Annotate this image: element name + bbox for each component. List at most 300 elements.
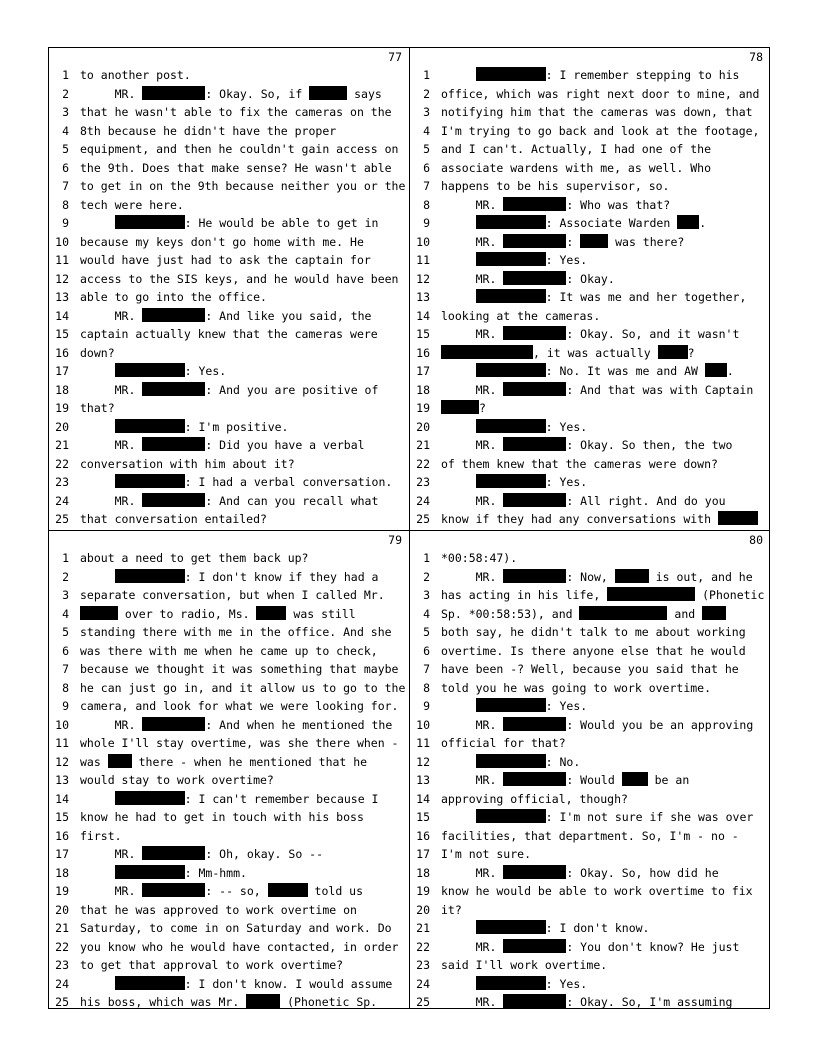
line-number: 14 [55,308,69,323]
line-number: 2 [423,86,430,101]
redaction-block [615,569,649,583]
transcript-line [49,344,410,363]
line-number: 20 [416,902,430,917]
transcript-line [410,790,771,809]
line-text: that he was approved to work overtime on [80,902,357,917]
line-number: 24 [55,493,69,508]
line-number: 18 [416,382,430,397]
line-text: : No. [441,753,580,772]
line-number: 13 [55,290,69,304]
line-number: 23 [416,958,430,972]
line-text: MR. : Okay. So, if says [80,86,382,101]
redaction-block [503,271,566,285]
transcript-line [49,605,410,624]
transcript-line [49,214,410,233]
line-number: 1 [423,68,430,82]
line-number: 18 [55,865,69,880]
line-number: 2 [62,569,69,584]
redaction-block [142,883,205,897]
line-number: 3 [62,588,69,602]
redaction-block [115,419,185,433]
line-number: 25 [416,512,430,526]
line-number: 22 [416,939,430,954]
transcript-line [49,196,410,215]
line-number: 6 [62,643,69,658]
line-number: 6 [423,643,430,658]
line-number: 19 [55,401,69,415]
line-text: has acting in his life, (Phonetic [441,588,765,602]
line-number: 21 [416,438,430,452]
line-number: 8 [62,197,69,212]
redaction-block [441,345,533,359]
transcript-line [49,85,410,104]
line-number: 19 [416,884,430,898]
line-text: know he had to get in touch with his boss [80,810,364,824]
line-text: : I don't know if they had a [80,568,379,587]
redaction-block [115,215,185,229]
line-text: MR. : You don't know? He just [441,939,740,954]
transcript-line [410,845,771,864]
transcript-line [49,177,410,196]
transcript-line [49,307,410,326]
line-text: that conversation entailed? [80,512,267,526]
line-text: his boss, which was Mr. (Phonetic Sp. [80,995,378,1009]
line-number: 2 [62,86,69,101]
line-text: MR. : Oh, okay. So -- [80,847,324,861]
line-number: 16 [55,828,69,843]
line-text: facilities, that department. So, I'm - no - [441,828,739,843]
line-number: 3 [62,105,69,119]
redaction-block [142,382,205,396]
line-number: 11 [416,736,430,750]
line-text: associate wardens with me, as well. Who [441,160,712,175]
transcript-page-79 [49,531,410,1012]
line-number: 23 [55,475,69,489]
redaction-block [142,308,205,322]
line-number: 7 [423,179,430,193]
line-text: MR. : And when he mentioned the [80,717,393,732]
line-text: : I'm not sure if she was over [441,808,753,827]
line-text: MR. : Who was that? [441,197,671,212]
line-text: 8th because he didn't have the proper [80,123,337,138]
line-text: : It was me and her together, [441,288,746,307]
line-text: MR. : Now, is out, and he [441,569,753,584]
transcript-line [49,586,410,605]
transcript-line [410,679,771,698]
line-text: MR. : All right. And do you [441,493,726,508]
line-text: happens to be his supervisor, so. [441,179,670,193]
transcript-line [410,270,771,289]
line-text: office, which was right next door to mine, and [441,86,760,101]
line-number: 17 [55,847,69,861]
line-number: 5 [423,142,430,156]
redaction-block [476,698,546,712]
line-number: 4 [423,606,430,621]
transcript-line [49,233,410,252]
line-number: 12 [55,271,69,286]
transcript-line [410,288,771,307]
transcript-line [49,325,410,344]
line-text: that he wasn't able to fix the cameras on the [80,105,392,119]
transcript-line [410,473,771,492]
line-text: approving official, though? [441,791,628,806]
transcript-line [49,642,410,661]
transcript-line [410,605,771,624]
line-text: to get that approval to work overtime? [80,958,344,972]
redaction-block [503,994,566,1008]
line-number: 9 [423,216,430,230]
page-number: 78 [749,50,763,64]
transcript-sheet [48,47,770,1009]
redaction-block [503,939,566,953]
line-number: 23 [55,958,69,972]
transcript-line [49,956,410,975]
line-number: 5 [423,625,430,639]
transcript-line [49,938,410,957]
line-text: conversation with him about it? [80,456,295,471]
redaction-block [108,754,132,768]
redaction-block [476,754,546,768]
transcript-line [410,436,771,455]
transcript-line [49,418,410,437]
transcript-line [410,993,771,1012]
line-number: 7 [62,179,69,193]
line-text: MR. : -- so, told us [80,884,364,898]
transcript-line [49,679,410,698]
transcript-line [410,827,771,846]
line-number: 22 [416,456,430,471]
line-number: 14 [416,308,430,323]
transcript-line [49,660,410,679]
line-text: MR. : Would be an [441,773,690,787]
redaction-block [441,400,479,414]
transcript-line [410,159,771,178]
line-number: 22 [55,939,69,954]
line-text: MR. : Okay. So, and it wasn't [441,327,740,341]
redaction-block [476,474,546,488]
line-text: because we thought it was something that maybe [80,662,399,676]
line-number: 7 [423,662,430,676]
redaction-block [503,326,566,340]
transcript-line [410,103,771,122]
line-number: 21 [416,921,430,935]
line-number: 1 [423,551,430,565]
line-number: 6 [423,160,430,175]
line-number: 19 [416,401,430,415]
redaction-block [476,215,546,229]
transcript-line [410,214,771,233]
redaction-block [503,234,566,248]
line-number: 9 [423,699,430,713]
line-number: 24 [416,976,430,991]
line-number: 12 [55,754,69,769]
line-text: would have just had to ask the captain for [80,253,371,267]
line-text: equipment, and then he couldn't gain access on [80,142,399,156]
transcript-line [49,808,410,827]
line-number: 8 [62,680,69,695]
page-number: 80 [749,533,763,547]
transcript-line [49,362,410,381]
line-number: 21 [55,438,69,452]
redaction-block [115,363,185,377]
page-number: 77 [388,50,402,64]
redaction-block [115,976,185,990]
redaction-block [476,252,546,266]
line-number: 23 [416,475,430,489]
redaction-block [256,606,286,620]
transcript-line [49,159,410,178]
line-number: 12 [416,754,430,769]
redaction-block [503,717,566,731]
line-text: would stay to work overtime? [80,773,274,787]
line-text: : Yes. [441,697,587,716]
page-lines [410,66,771,529]
line-text: tech were here. [80,197,184,212]
transcript-line [49,381,410,400]
transcript-line [49,845,410,864]
transcript-line [410,623,771,642]
transcript-line [49,103,410,122]
transcript-line [49,510,410,529]
line-text: *00:58:47). [441,551,518,565]
line-number: 10 [55,717,69,732]
line-number: 25 [55,512,69,526]
line-text: both say, he didn't talk to me about working [441,625,746,639]
transcript-line [410,901,771,920]
transcript-line [410,660,771,679]
line-number: 16 [416,345,430,360]
line-text: said I'll work overtime. [441,958,608,972]
line-text: the 9th. Does that make sense? He wasn't able [80,160,392,175]
redaction-block [503,569,566,583]
transcript-line [410,549,771,568]
transcript-line [410,492,771,511]
line-text: MR. : Okay. [441,271,615,286]
line-text: : I can't remember because I [80,790,379,809]
line-number: 18 [55,382,69,397]
line-text: access to the SIS keys, and he would have been [80,271,399,286]
line-text: it? [441,902,462,917]
transcript-line [49,790,410,809]
redaction-block [142,493,205,507]
transcript-line [410,362,771,381]
line-text: MR. : Okay. So, how did he [441,865,719,880]
line-text: : I don't know. [441,919,649,938]
line-number: 22 [55,456,69,471]
line-text: MR. : Okay. So then, the two [441,438,733,452]
line-number: 17 [55,364,69,378]
line-text: first. [80,828,122,843]
line-number: 3 [423,105,430,119]
line-number: 15 [55,810,69,824]
line-number: 10 [416,717,430,732]
line-text: because my keys don't go home with me. He [80,234,364,249]
redaction-block [268,883,308,897]
transcript-line [410,864,771,883]
line-text: : Yes. [441,975,587,994]
transcript-line [49,753,410,772]
line-number: 1 [62,551,69,565]
redaction-block [503,382,566,396]
transcript-line [410,882,771,901]
line-text: overtime. Is there anyone else that he would [441,643,746,658]
redaction-block [476,363,546,377]
redaction-block [580,234,608,248]
line-text: that? [80,401,115,415]
transcript-line [410,586,771,605]
transcript-page-80 [410,531,771,1012]
line-text: notifying him that the cameras was down, that [441,105,753,119]
line-text: : Associate Warden . [441,214,706,233]
line-text: standing there with me in the office. And she [80,625,392,639]
line-number: 13 [416,773,430,787]
transcript-line [49,771,410,790]
line-number: 13 [416,290,430,304]
redaction-block [142,86,205,100]
line-text: MR. : Okay. So, I'm assuming [441,995,733,1009]
transcript-line [410,66,771,85]
line-number: 25 [416,995,430,1009]
transcript-line [49,492,410,511]
redaction-block [718,511,758,525]
page-number: 79 [388,533,402,547]
redaction-block [115,865,185,879]
line-number: 20 [55,902,69,917]
line-number: 17 [416,847,430,861]
line-number: 16 [416,828,430,843]
page-lines [49,66,410,529]
redaction-block [677,215,699,229]
line-number: 4 [62,123,69,138]
line-text: know if they had any conversations with [441,510,758,529]
line-number: 18 [416,865,430,880]
line-text: , it was actually ? [441,344,695,363]
redaction-block [476,67,546,81]
line-number: 7 [62,662,69,676]
line-number: 4 [62,606,69,621]
line-text: : Yes. [441,251,587,270]
line-text: able to go into the office. [80,290,267,304]
transcript-line [410,196,771,215]
transcript-line [49,827,410,846]
transcript-line [49,399,410,418]
transcript-line [410,642,771,661]
line-text: : Yes. [441,418,587,437]
transcript-line [49,455,410,474]
transcript-line [410,325,771,344]
line-number: 17 [416,364,430,378]
line-text: camera, and look for what we were looking for. [80,699,399,713]
line-text: he can just go in, and it allow us to go to the [80,680,406,695]
line-number: 9 [62,216,69,230]
transcript-line [49,993,410,1012]
transcript-line [410,381,771,400]
transcript-line [410,938,771,957]
redaction-block [246,994,280,1008]
transcript-line [49,288,410,307]
transcript-line [410,510,771,529]
line-text: separate conversation, but when I called Mr. [80,588,385,602]
transcript-line [410,455,771,474]
transcript-line [49,901,410,920]
transcript-line [49,623,410,642]
transcript-line [410,399,771,418]
redaction-block [309,86,347,100]
transcript-line [410,418,771,437]
line-text: MR. : And that was with Captain [441,382,754,397]
line-text: MR. : Would you be an approving [441,717,754,732]
transcript-line [410,85,771,104]
transcript-line [410,919,771,938]
line-number: 24 [55,976,69,991]
line-text: : I had a verbal conversation. [80,473,392,492]
line-number: 15 [416,327,430,341]
line-text: whole I'll stay overtime, was she there when - [80,736,399,750]
transcript-line [410,956,771,975]
transcript-page-77 [49,48,410,529]
line-number: 3 [423,588,430,602]
line-number: 11 [55,736,69,750]
line-text: was there - when he mentioned that he [80,754,368,769]
line-number: 10 [416,234,430,249]
transcript-line [410,307,771,326]
transcript-line [49,140,410,159]
transcript-line [49,549,410,568]
line-number: 11 [416,253,430,267]
redaction-block [579,606,667,620]
line-number: 12 [416,271,430,286]
line-number: 20 [416,419,430,434]
line-text: looking at the cameras. [441,308,601,323]
redaction-block [503,493,566,507]
redaction-block [142,846,205,860]
line-number: 5 [62,625,69,639]
redaction-block [503,865,566,879]
line-number: 8 [423,680,430,695]
line-text: MR. : And you are positive of [80,382,379,397]
line-number: 11 [55,253,69,267]
transcript-line [49,697,410,716]
line-number: 10 [55,234,69,249]
redaction-block [142,437,205,451]
line-text: I'm not sure. [441,847,532,861]
line-text: : Mm-hmm. [80,864,247,883]
line-number: 5 [62,142,69,156]
line-text: Sp. *00:58:53), and and [441,605,726,624]
redaction-block [476,920,546,934]
line-text: MR. : And like you said, the [80,308,372,323]
transcript-line [49,864,410,883]
line-text: : Yes. [80,362,226,381]
redaction-block [476,289,546,303]
redaction-block [115,791,185,805]
redaction-block [476,809,546,823]
transcript-line [410,808,771,827]
line-text: ? [441,399,486,418]
transcript-line [49,716,410,735]
line-text: : No. It was me and AW . [441,362,734,381]
transcript-line [49,66,410,85]
line-text: of them knew that the cameras were down? [441,456,718,471]
transcript-line [410,734,771,753]
line-text: : I remember stepping to his [441,66,740,85]
transcript-line [410,122,771,141]
line-text: MR. : Did you have a verbal [80,438,365,452]
transcript-line [410,177,771,196]
transcript-line [410,140,771,159]
line-text: I'm trying to go back and look at the footage, [441,123,760,138]
redaction-block [115,474,185,488]
